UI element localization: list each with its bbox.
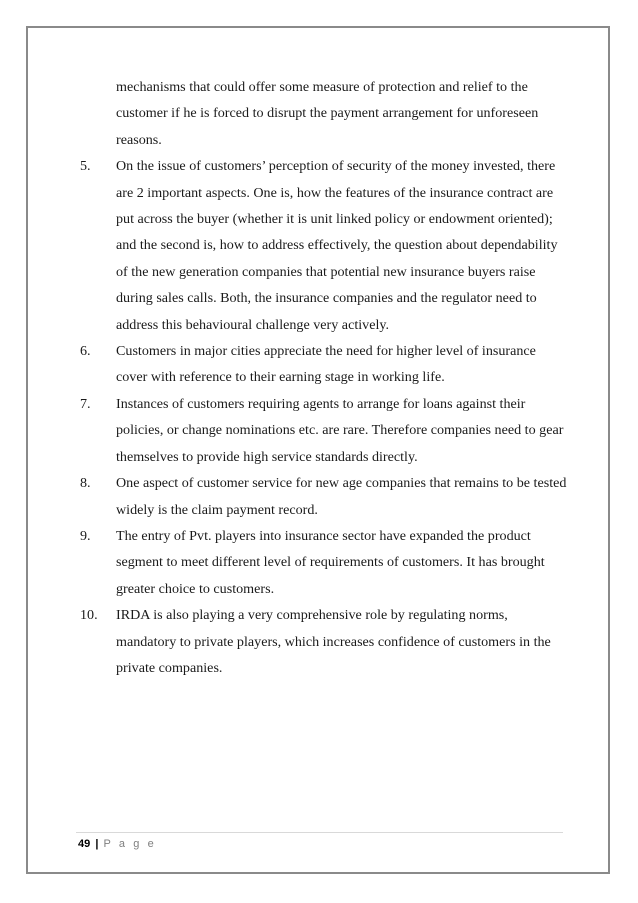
list-text: Customers in major cities appreciate the need for higher level of insurance cover with reference to their earning stage in working life. (116, 343, 536, 386)
list-item-6 (80, 338, 570, 391)
list-text: IRDA is also playing a very comprehensive role by regulating norms, mandatory to private players, which increases confidence of customers in the private companies. (116, 607, 551, 676)
footer-divider (76, 832, 563, 833)
list-number: 10. (80, 607, 98, 624)
list-number: 9. (80, 527, 91, 544)
page-number: 49 (78, 838, 91, 850)
list-number: 7. (80, 395, 91, 412)
list-text: Instances of customers requiring agents to arrange for loans against their policies, or change nominations etc. are rare. Therefore companies need to gear themselves to provide high service standards directly. (116, 395, 564, 465)
list-text: The entry of Pvt. players into insurance sector have expanded the product segment to meet different level of requirements of customers. It has brought greater choice to customers. (116, 527, 545, 597)
list-item-7 (80, 391, 570, 470)
list-item-8 (80, 470, 570, 523)
list-item-9 (80, 523, 570, 602)
page-footer (78, 837, 156, 851)
document-body (80, 74, 570, 681)
list-text: One aspect of customer service for new age companies that remains to be tested widely is the claim payment record. (116, 475, 567, 518)
list-text: On the issue of customers’ perception of security of the money invested, there are 2 important aspects. One is, how the features of the insurance contract are put across the buyer (whether it is unit linked policy or endowment oriented); and the second is, how to address effectively, the question about dependability of the new generation companies that potential new insurance buyers raise during sales calls. Both, the insurance companies and the regulator need to address this behavioural challenge very actively. (116, 158, 558, 333)
continuation-paragraph: mechanisms that could offer some measure of protection and relief to the customer if he is forced to disrupt the payment arrangement for unforeseen reasons. (116, 79, 539, 148)
list-number: 8. (80, 475, 91, 492)
list-number: 5. (80, 158, 91, 175)
list-item-5 (80, 153, 570, 338)
list-item-10 (80, 602, 570, 681)
list-number: 6. (80, 343, 91, 360)
footer-separator: | (95, 838, 99, 850)
page-label: P a g e (103, 838, 157, 850)
